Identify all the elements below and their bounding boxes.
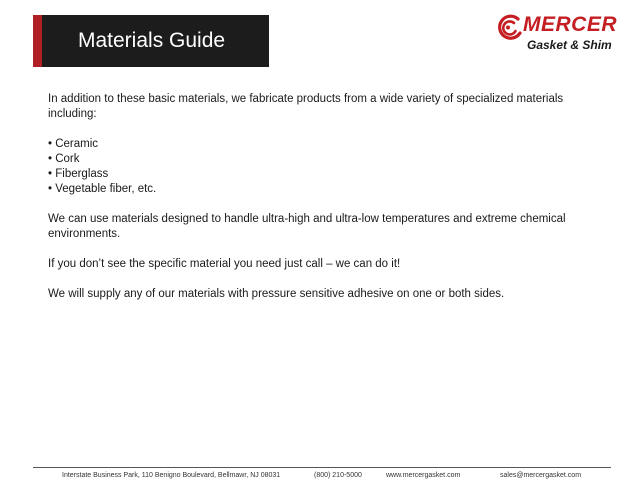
logo-name: MERCER — [523, 13, 618, 36]
footer — [62, 472, 602, 479]
list-item: • Vegetable fiber, etc. — [48, 182, 593, 197]
logo-tagline: Gasket & Shim — [527, 38, 612, 52]
page-title: Materials Guide — [78, 29, 226, 52]
logo-swoosh-icon — [496, 14, 524, 42]
list-item: • Fiberglass — [48, 167, 593, 182]
materials-list — [48, 137, 593, 197]
temperature-paragraph: We can use materials designed to handle ultra-high and ultra-low temperatures and extreme chemical environments. — [48, 213, 566, 240]
main-content — [48, 92, 593, 317]
footer-email: sales@mercergasket.com — [500, 472, 582, 479]
company-logo — [494, 10, 618, 60]
footer-divider — [33, 467, 611, 468]
footer-address: Interstate Business Park, 110 Benigno Boulevard, Bellmawr, NJ 08031 — [62, 472, 281, 479]
list-item: • Cork — [48, 152, 593, 167]
call-paragraph: If you don’t see the specific material you need just call – we can do it! — [48, 258, 401, 270]
footer-website: www.mercergasket.com — [386, 472, 461, 479]
list-item: • Ceramic — [48, 137, 593, 152]
title-bar — [33, 15, 269, 67]
adhesive-paragraph: We will supply any of our materials with pressure sensitive adhesive on one or both sides. — [48, 288, 505, 300]
intro-paragraph: In addition to these basic materials, we fabricate products from a wide variety of specialized materials including: — [48, 93, 564, 120]
footer-phone: (800) 210-5000 — [314, 472, 362, 479]
